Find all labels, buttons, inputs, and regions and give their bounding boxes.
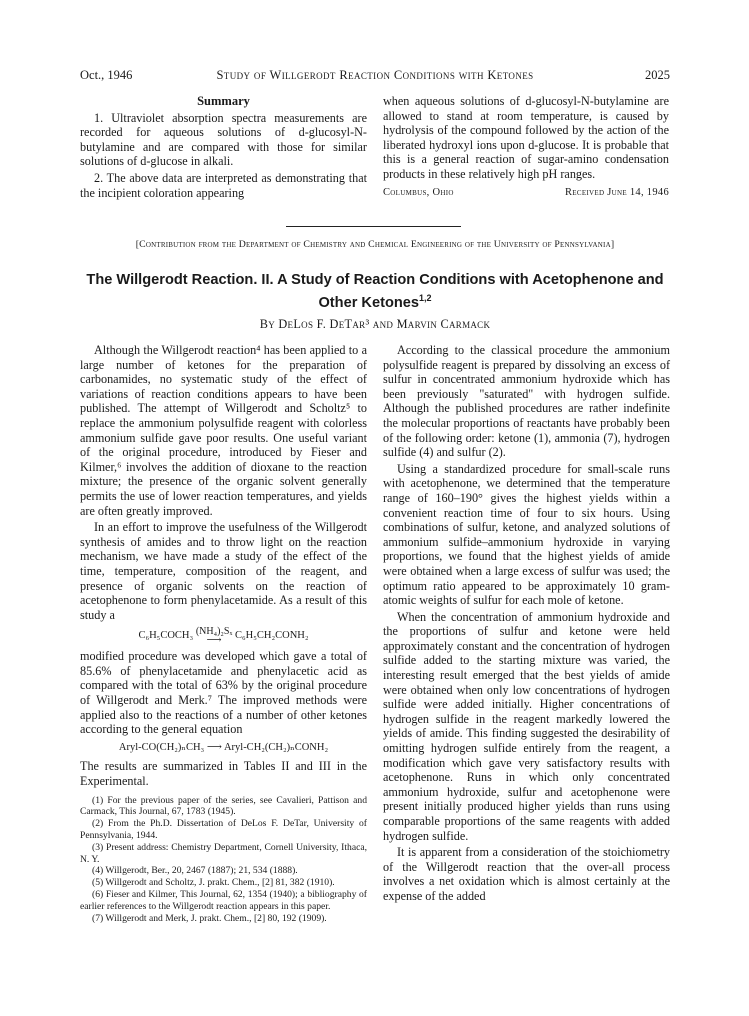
summary-continued: when aqueous solutions of d-glucosyl-N-butylamine are allowed to stand at room temperature, is caused by hydrolysis of the compound followed by the action of the liberated hydroxyl ions upon d-glucose. It is probable that this is a general reaction of sugar-amino condensation products in these relatively high pH ranges. bbox=[383, 94, 669, 181]
footnote: (7) Willgerodt and Merk, J. prakt. Chem., [2] 80, 192 (1909). bbox=[92, 912, 327, 924]
right-paragraph-2: Using a standardized procedure for small-scale runs with acetophenone, we determined that the temperature range of 160–190° gives the highest yields within a convenient reaction time of four to six hours. Using combinations of sulfur, ketone, and analyzed solutions of ammonium sulfide–ammonium hydroxide in varying proportions, we found that the highest yields of amide were obtained when a large excess of sulfur was used; the optimum ratio appeared to be approximately 10 gram-atomic weights of sulfur for each mole of ketone. bbox=[383, 461, 670, 608]
summary-right-column bbox=[383, 94, 669, 200]
left-paragraph-1: Although the Willgerodt reaction⁴ has been applied to a large number of ketones for the preparation of carbonamides, no systematic study of the effect of variations of reaction conditions appears to have been published. The attempt of Willgerodt and Scholtz⁵ to replace the ammonium polysulfide reagent with colorless ammonium sulfide gave poor results. One useful variant of the original procedure, introduced by Fieser and Kilmer,⁶ involves the addition of dioxane to the reaction mixture; the presence of the organic solvent generally permits the use of lower reaction temperatures, and yields are often greatly improved. bbox=[80, 343, 367, 518]
left-paragraph-4: The results are summarized in Tables II and III in the Experimental. bbox=[80, 759, 367, 789]
right-paragraph-4: It is apparent from a consideration of the stoichiometry of the Willgerodt reaction that the over-all process involves a net oxidation which is almost certainly at the expense of the added bbox=[383, 845, 670, 903]
equation-2: Aryl-CO(CH₂)ₙCH₃ ⟶ Aryl-CH₂(CH₂)ₙCONH₂ bbox=[118, 741, 329, 753]
byline: By DeLos F. DeTar³ and Marvin Carmack bbox=[259, 317, 491, 331]
right-paragraph-3: When the concentration of ammonium hydroxide and the proportions of sulfur and ketone were held approximately constant and the concentration of hydrogen sulfide added to the starting mixture was varied, the interesting result emerged that the best yields of amide were obtained when only low concentrations of hydrogen sulfide were added initially. Higher concentrations of hydrogen sulfide in the reagent markedly lowered the yields of amide. This finding suggested the desirability of omitting hydrogen sulfide entirely from the reagent, a modification which gave very satisfactory results with acetophenone. Runs in which only concentrated ammonium hydroxide, sulfur and acetophenone were present initially produced higher yields than runs using comparable proportions of the same reagents with added hydrogen sulfide. bbox=[383, 609, 670, 843]
article-title-refs: 1,2 bbox=[419, 293, 432, 303]
footnote: (4) Willgerodt, Ber., 20, 2467 (1887); 21, 534 (1888). bbox=[92, 865, 298, 877]
footnote: (6) Fieser and Kilmer, This Journal, 62, 1354 (1940); a bibliography of earlier references to the Willgerodt reaction appears in this paper. bbox=[80, 889, 367, 912]
dateline bbox=[383, 186, 669, 201]
running-head bbox=[80, 68, 670, 84]
issue-date: Oct., 1946 bbox=[80, 68, 133, 82]
section-divider bbox=[286, 226, 461, 227]
received-date: Received June 14, 1946 bbox=[564, 186, 669, 198]
footnote: (1) For the previous paper of the series, see Cavalieri, Pattison and Carmack, This Journal, 67, 1783 (1945). bbox=[80, 794, 367, 818]
footnote: (3) Present address: Chemistry Department, Cornell University, Ithaca, N. Y. bbox=[80, 841, 367, 865]
right-paragraph-1: According to the classical procedure the ammonium polysulfide reagent is prepared by dissolving an excess of sulfur in concentrated ammonium hydroxide which has been previously "saturated" with hydrogen sulfide. Although the published procedures are rather indefinite the molecular proportions of reactants have probably been of the following order: ketone (1), ammonia (7), hydrogen sulfide (4) and sulfur (2). bbox=[383, 343, 670, 460]
summary-item-1: 1. Ultraviolet absorption spectra measurements are recorded for aqueous solutions of d-glucosyl-N-butylamine and are compared with those for similar solutions of d-glucose in alkali. bbox=[80, 110, 367, 169]
footnote: (2) From the Ph.D. Dissertation of DeLos F. DeTar, University of Pennsylvania, 1944. bbox=[80, 818, 367, 842]
summary-left-column bbox=[80, 94, 367, 200]
footnotes bbox=[80, 795, 367, 925]
article-title-text: The Willgerodt Reaction. II. A Study of Reaction Conditions with Acetophenone and Other Ketones bbox=[86, 272, 664, 311]
place-of-origin: Columbus, Ohio bbox=[383, 186, 454, 198]
eq1-product: C₆H₅CH₂CONH₂ bbox=[234, 630, 309, 642]
footnote: (5) Willgerodt and Scholtz, J. prakt. Chem., [2] 81, 382 (1910). bbox=[92, 877, 335, 889]
summary-heading: Summary bbox=[197, 94, 250, 108]
eq1-arrow bbox=[196, 626, 233, 645]
page-number: 2025 bbox=[645, 68, 670, 82]
article-title bbox=[80, 271, 670, 312]
summary-item-2: 2. The above data are interpreted as demonstrating that the incipient coloration appearing bbox=[80, 170, 367, 200]
contribution-line: [Contribution from the Department of Chemistry and Chemical Engineering of the University of Pennsylvania] bbox=[135, 239, 615, 250]
eq1-reactant: C₆H₅COCH₃ bbox=[138, 630, 194, 642]
left-paragraph-2: In an effort to improve the usefulness of the Willgerodt synthesis of amides and to throw light on the reaction mechanism, we have made a study of the effect of the time, temperature, composition of the reagent, and presence of organic solvents on the reaction of acetophenone to form phenylacetamide. As a result of this study a bbox=[80, 520, 367, 622]
body-right-column bbox=[383, 343, 670, 904]
eq1-reagent: (NH₄)₂Sₓ bbox=[195, 626, 233, 638]
reaction-arrow-icon: ⟶ bbox=[206, 635, 222, 647]
left-paragraph-3: modified procedure was developed which gave a total of 85.6% of phenylacetamide and phenylacetic acid as compared with the total of 63% by the original procedure of Willgerodt and Merk.⁷ The improved methods were applied also to the reactions of a number of other ketones according to the general equation bbox=[80, 649, 367, 737]
running-title: Study of Willgerodt Reaction Conditions with Ketones bbox=[216, 68, 534, 82]
body-left-column bbox=[80, 343, 367, 924]
equation-1 bbox=[80, 626, 367, 645]
